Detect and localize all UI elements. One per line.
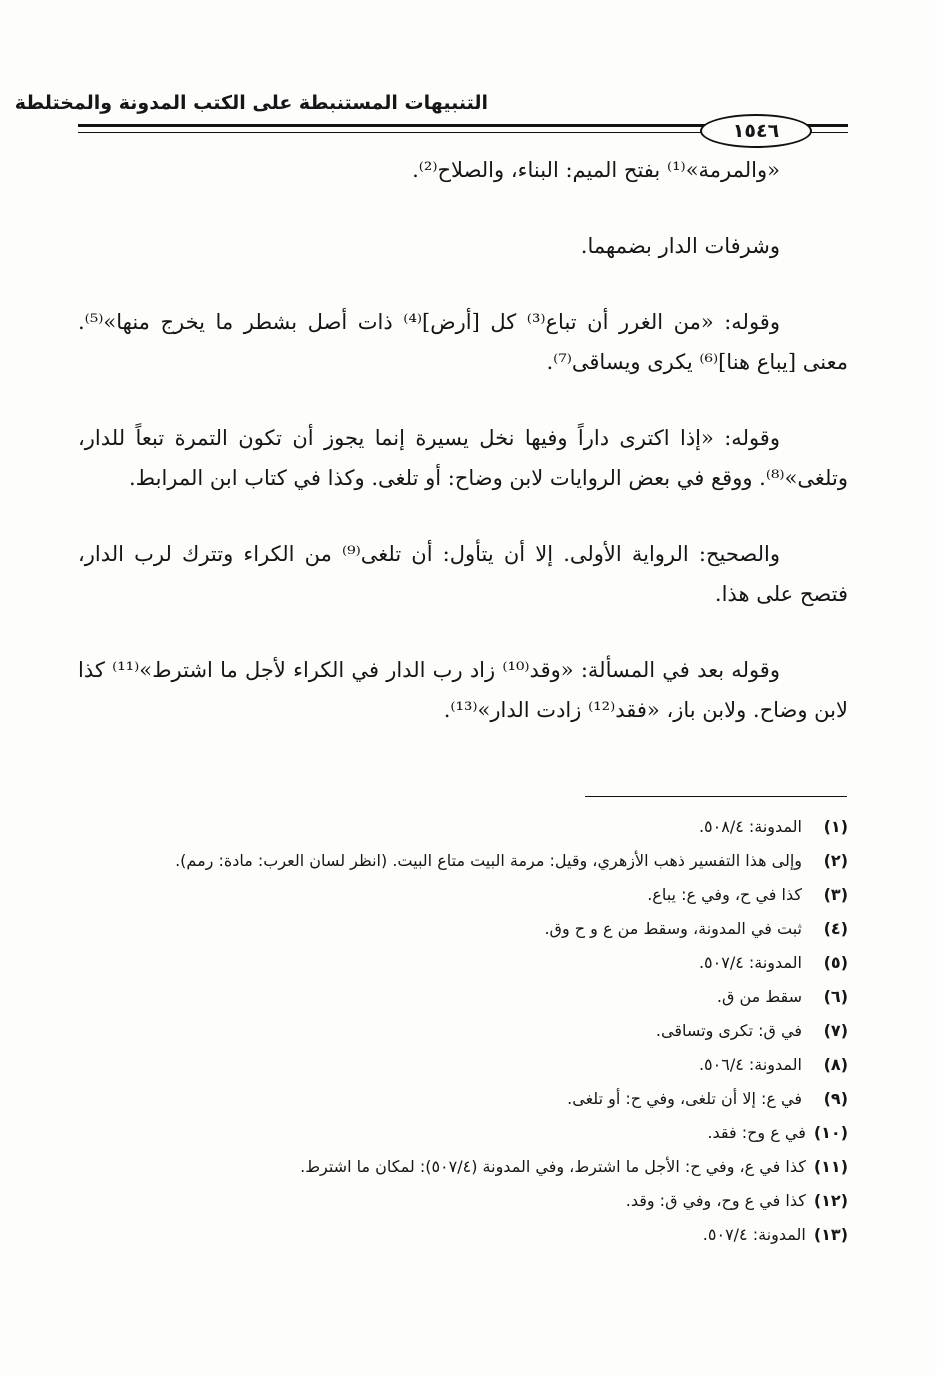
footnote [78,1116,848,1150]
footnote [78,1082,848,1116]
main-text [78,150,848,766]
footnote [78,810,848,844]
footnote-number: (١٢) [813,1191,848,1210]
footnote [78,912,848,946]
paragraph: «والمرمة»⁽¹⁾ بفتح الميم: البناء، والصلاح⁽²⁾. [412,158,780,182]
footnote-number: (٥) [823,953,848,972]
footnote [78,946,848,980]
footnote-number: (١٣) [813,1225,848,1244]
footnote-text: كذا في ح، وفي ع: يباع. [647,885,802,904]
footnote-number: (٦) [823,987,848,1006]
footnote-text: وإلى هذا التفسير ذهب الأزهري، وقيل: مرمة البيت متاع البيت. (انظر لسان العرب: مادة: رمم). [175,851,802,870]
footnote-text: المدونة: ٥٠٧/٤. [698,953,802,972]
footnote-text: كذا في ع، وفي ح: الأجل ما اشترط، وفي المدونة (٥٠٧/٤): لمكان ما اشترط. [300,1157,806,1176]
footnotes [78,810,848,1252]
footnote-number: (٩) [823,1089,848,1108]
footnote [78,1150,848,1184]
paragraph: وقوله: «إذا اكترى داراً وفيها نخل يسيرة إنما يجوز أن تكون التمرة تبعاً للدار، وتلغى»⁽⁸⁾. ووقع في بعض الروايات لابن وضاح: أو تلغى. وكذا في كتاب ابن المرابط. [78,426,848,490]
footnote-number: (٤) [823,919,848,938]
footnote [78,844,848,878]
footnote [78,1048,848,1082]
footnote [78,1184,848,1218]
footnote-text: المدونة: ٥٠٨/٤. [698,817,802,836]
footnote-separator [585,796,847,797]
paragraph: وقوله: «من الغرر أن تباع⁽³⁾ كل [أرض]⁽⁴⁾ ذات أصل بشطر ما يخرج منها»⁽⁵⁾. معنى [يباع هنا]⁽⁶⁾ يكرى ويساقى⁽⁷⁾. [78,310,848,374]
footnote-number: (٧) [823,1021,848,1040]
paragraph: والصحيح: الرواية الأولى. إلا أن يتأول: أن تلغى⁽⁹⁾ من الكراء وتترك لرب الدار، فتصح على هذا. [78,542,848,606]
paragraph: وشرفات الدار بضمهما. [580,234,780,258]
footnote-text: سقط من ق. [716,987,802,1006]
footnote-number: (٣) [823,885,848,904]
footnote-text: في ع وح: فقد. [707,1123,806,1142]
footnote-text: المدونة: ٥٠٧/٤. [702,1225,806,1244]
footnote-text: ثبت في المدونة، وسقط من ع و ح وق. [544,919,802,938]
running-header-title: التنبيهات المستنبطة على الكتب المدونة والمختلطة [14,92,488,114]
paragraph: وقوله بعد في المسألة: «وقد⁽¹⁰⁾ زاد رب الدار في الكراء لأجل ما اشترط»⁽¹¹⁾ كذا لابن وضاح. ولابن باز، «فقد⁽¹²⁾ زادت الدار»⁽¹³⁾. [78,658,848,722]
footnote-number: (٨) [823,1055,848,1074]
footnote-number: (٢) [823,851,848,870]
footnote [78,1218,848,1252]
footnote-number: (١٠) [813,1123,848,1142]
footnote-text: كذا في ع وح، وفي ق: وقد. [625,1191,806,1210]
footnote-text: في ع: إلا أن تلغى، وفي ح: أو تلغى. [567,1089,802,1108]
footnote [78,1014,848,1048]
footnote-text: في ق: تكرى وتساقى. [655,1021,802,1040]
footnote [78,878,848,912]
footnote-text: المدونة: ٥٠٦/٤. [698,1055,802,1074]
footnote-number: (١١) [813,1157,848,1176]
footnote-number: (١) [823,817,848,836]
page-number: ١٥٤٦ [700,114,812,148]
footnote [78,980,848,1014]
